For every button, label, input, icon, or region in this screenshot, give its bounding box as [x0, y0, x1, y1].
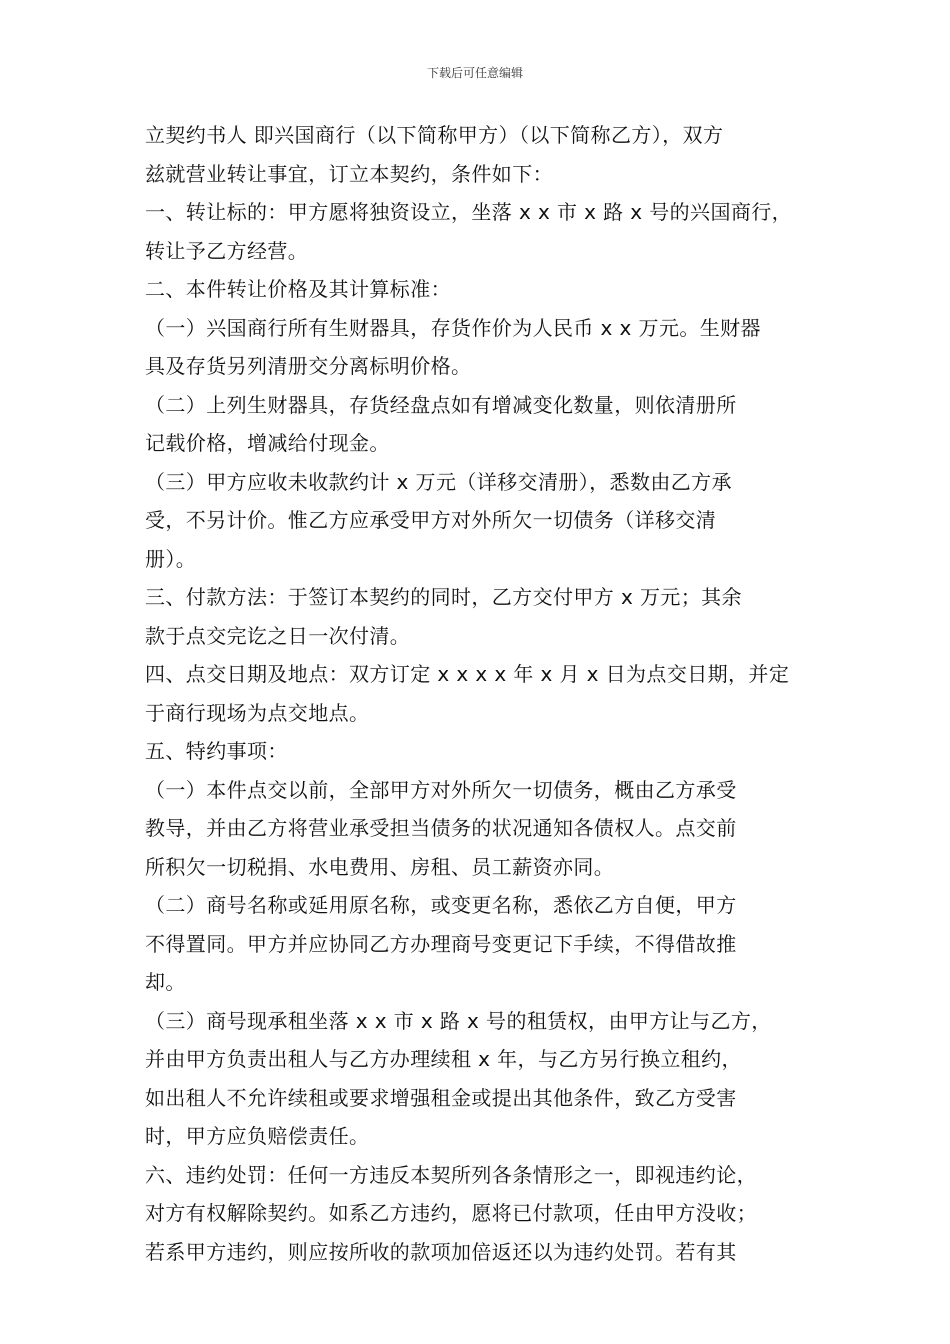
- text-line: 时，甲方应负赔偿责任。: [145, 1124, 370, 1148]
- text-line: 受，不另计价。惟乙方应承受甲方对外所欠一切债务（详移交清: [145, 508, 717, 532]
- text-line: 不得置同。甲方并应协同乙方办理商号变更记下手续，不得借故推: [145, 931, 737, 956]
- text-line: 二、本件转让价格及其计算标准：: [145, 277, 451, 301]
- text-line: 记载价格，增减给付现金。: [145, 431, 390, 455]
- text-line: 一、转让标的：甲方愿将独资设立，坐落 x x 市 x 路 x 号的兴国商行，: [145, 200, 793, 224]
- text-line: 册）。: [145, 546, 197, 571]
- text-line: 于商行现场为点交地点。: [145, 700, 370, 725]
- text-line: 三、付款方法：于签订本契约的同时，乙方交付甲方 x 万元；其余: [145, 585, 742, 609]
- text-line: 兹就营业转让事宜，订立本契约，条件如下：: [145, 161, 553, 186]
- text-line: 转让予乙方经营。: [145, 238, 309, 263]
- text-line: 却。: [145, 970, 186, 994]
- text-line: 四、点交日期及地点：双方订定 x x x x 年 x 月 x 日为点交日期，并定: [145, 662, 790, 686]
- text-line: 若系甲方违约，则应按所收的款项加倍返还以为违约处罚。若有其: [145, 1239, 737, 1264]
- text-line: 如出租人不允许续租或要求增强租金或提出其他条件，致乙方受害: [145, 1085, 737, 1110]
- text-line: 对方有权解除契约。如系乙方违约，愿将已付款项，任由甲方没收；: [145, 1201, 757, 1225]
- text-line: （三）甲方应收未收款约计 x 万元（详移交清册），悉数由乙方承: [145, 469, 732, 494]
- text-line: 六、违约处罚：任何一方违反本契所列各条情形之一，即视违约论，: [145, 1162, 757, 1187]
- page-header-note: 下载后可任意编辑: [426, 66, 523, 80]
- text-line: （一）本件点交以前，全部甲方对外所欠一切债务，概由乙方承受: [145, 777, 737, 802]
- text-line: 具及存货另列清册交分离标明价格。: [145, 354, 472, 378]
- text-line: 款于点交完讫之日一次付清。: [145, 623, 411, 648]
- text-line: 所积欠一切税捐、水电费用、房租、员工薪资亦同。: [145, 854, 615, 879]
- text-line: 五、特约事项：: [145, 739, 288, 763]
- text-line: （一）兴国商行所有生财器具，存货作价为人民币 x x 万元。生财器: [145, 315, 761, 340]
- text-line: （二）商号名称或延用原名称，或变更名称，悉依乙方自便，甲方: [145, 893, 737, 917]
- contract-body: [145, 116, 810, 1271]
- text-line: 立契约书人 即兴国商行（以下简称甲方）（以下简称乙方），双方: [145, 123, 724, 147]
- text-line: 并由甲方负责出租人与乙方办理续租 x 年，与乙方另行换立租约，: [145, 1047, 742, 1071]
- text-line: （三）商号现承租坐落 x x 市 x 路 x 号的租赁权，由甲方让与乙方，: [145, 1008, 772, 1033]
- text-line: （二）上列生财器具，存货经盘点如有增减变化数量，则依清册所: [145, 392, 737, 417]
- text-line: 教导，并由乙方将营业承受担当债务的状况通知各债权人。点交前: [145, 816, 737, 840]
